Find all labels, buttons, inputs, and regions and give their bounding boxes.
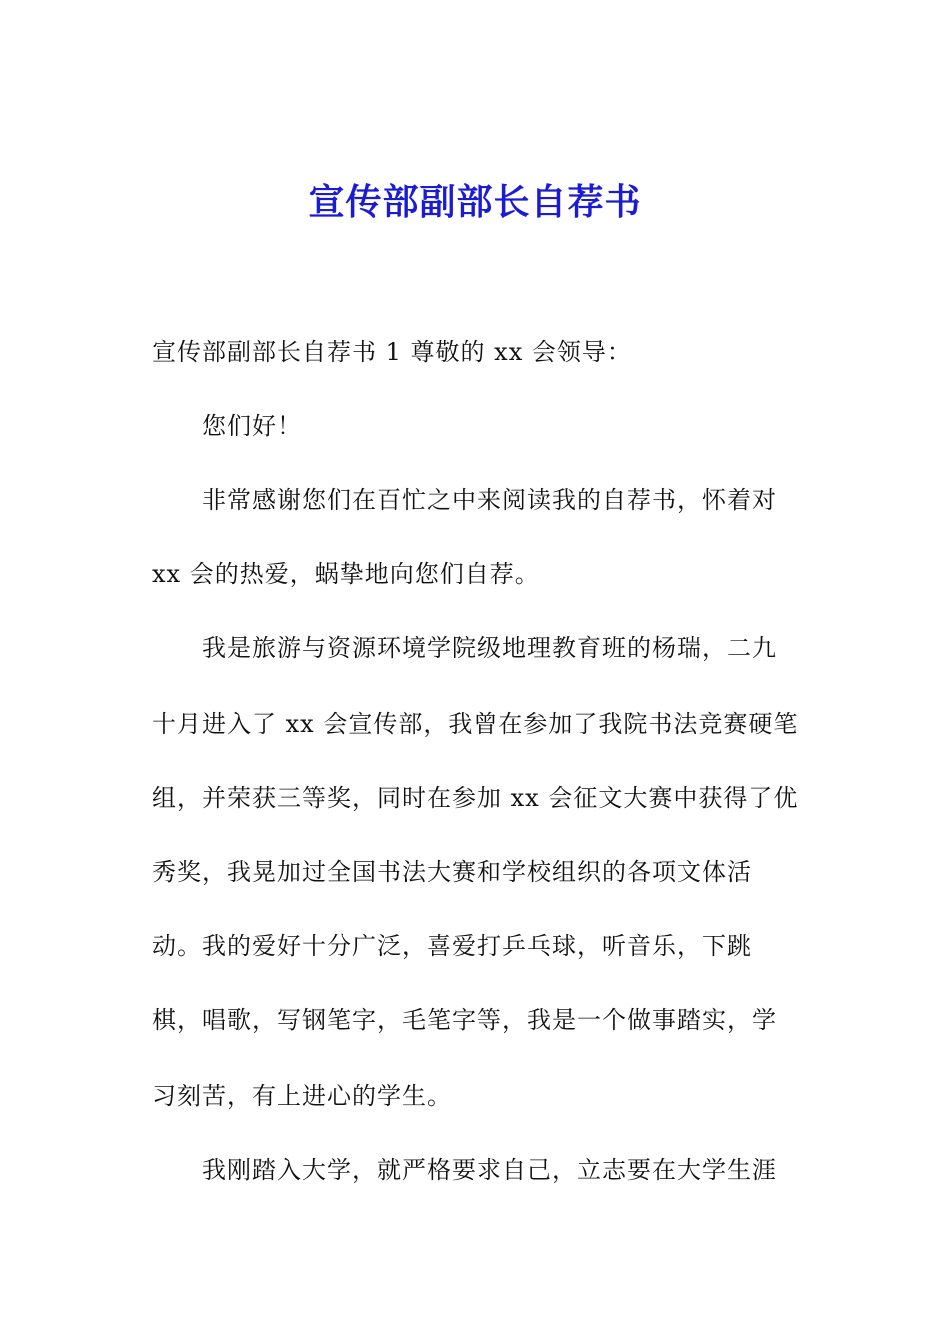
body-line: 十月进入了 xx 会宣传部，我曾在参加了我院书法竞赛硬笔 [152, 710, 799, 738]
body-line: 秀奖，我晃加过全国书法大赛和学校组织的各项文体活 [152, 858, 752, 886]
body-line: 习刻苦，有上进心的学生。 [152, 1082, 452, 1110]
body-line: 组，并荣获三等奖，同时在参加 xx 会征文大赛中获得了优 [152, 784, 799, 812]
document-title: 宣传部副部长自荐书 [308, 181, 642, 223]
body-line: 动。我的爱好十分广泛，喜爱打乒乓球，听音乐，下跳 [152, 932, 752, 960]
body-line: 我刚踏入大学，就严格要求自己，立志要在大学生涯 [202, 1156, 777, 1184]
greeting-line: 您们好！ [202, 412, 302, 440]
body-line: 非常感谢您们在百忙之中来阅读我的自荐书，怀着对 [202, 486, 777, 514]
body-line: 我是旅游与资源环境学院级地理教育班的杨瑞，二九 [202, 634, 777, 662]
body-line: xx 会的热爱，蜗挚地向您们自荐。 [152, 560, 540, 588]
body-line: 棋，唱歌，写钢笔字，毛笔字等，我是一个做事踏实，学 [152, 1006, 777, 1034]
letter-heading-line: 宣传部副部长自荐书 1 尊敬的 xx 会领导： [152, 338, 632, 366]
